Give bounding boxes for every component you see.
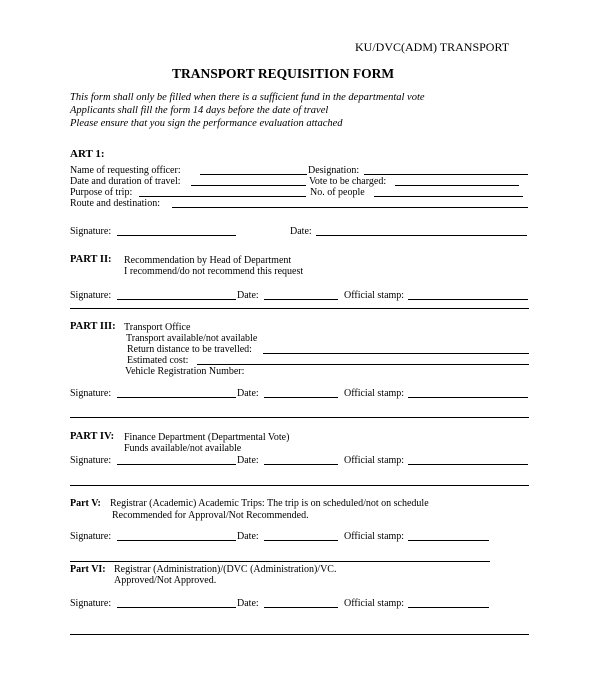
part3-subtitle: Transport Office xyxy=(124,322,191,333)
part6-date-field[interactable] xyxy=(264,607,338,608)
part5-signature-field[interactable] xyxy=(117,540,236,541)
part5-heading: Part V: xyxy=(70,498,101,509)
part2-recommend-line: I recommend/do not recommend this request xyxy=(124,266,304,277)
part3-date-field[interactable] xyxy=(264,397,338,398)
instruction-line: Please ensure that you sign the performance evaluation attached xyxy=(70,118,343,129)
date-duration-label: Date and duration of travel: xyxy=(70,176,181,187)
part5-divider xyxy=(70,561,490,562)
part2-stamp-label: Official stamp: xyxy=(344,290,405,301)
requesting-officer-label: Name of requesting officer: xyxy=(70,165,181,176)
part1-date-label: Date: xyxy=(290,226,312,237)
distance-field[interactable] xyxy=(263,353,529,354)
part6-signature-field[interactable] xyxy=(117,607,236,608)
part6-date-label: Date: xyxy=(237,598,259,609)
part6-subtitle: Registrar (Administration)/(DVC (Administration)/VC. xyxy=(114,564,337,575)
designation-field[interactable] xyxy=(364,174,528,175)
part4-stamp-label: Official stamp: xyxy=(344,455,405,466)
part3-divider xyxy=(70,417,529,418)
footer-rule xyxy=(70,634,529,635)
part3-heading: PART III: xyxy=(70,321,116,332)
instruction-line: This form shall only be filled when there is a sufficient fund in the departmental vote xyxy=(70,92,425,103)
purpose-field[interactable] xyxy=(139,196,306,197)
part2-divider xyxy=(70,308,529,309)
part4-divider xyxy=(70,485,529,486)
part6-approval-line: Approved/Not Approved. xyxy=(114,575,217,586)
part2-date-field[interactable] xyxy=(264,299,338,300)
part4-heading: PART IV: xyxy=(70,431,115,442)
part3-date-label: Date: xyxy=(237,388,259,399)
part6-heading: Part VI: xyxy=(70,564,106,575)
part2-subtitle: Recommendation by Head of Department xyxy=(124,255,292,266)
vehicle-registration-label: Vehicle Registration Number: xyxy=(125,366,245,377)
part3-signature-label: Signature: xyxy=(70,388,112,399)
form-title: TRANSPORT REQUISITION FORM xyxy=(172,66,395,81)
part3-signature-field[interactable] xyxy=(117,397,236,398)
instruction-line: Applicants shall fill the form 14 days before the date of travel xyxy=(70,105,329,116)
route-field[interactable] xyxy=(172,207,528,208)
part4-date-field[interactable] xyxy=(264,464,338,465)
cost-label: Estimated cost: xyxy=(127,355,189,366)
distance-label: Return distance to be travelled: xyxy=(127,344,252,355)
part4-stamp-field[interactable] xyxy=(408,464,528,465)
part6-stamp-field[interactable] xyxy=(408,607,489,608)
part1-signature-label: Signature: xyxy=(70,226,112,237)
part1-heading: ART 1: xyxy=(70,148,105,160)
part3-stamp-label: Official stamp: xyxy=(344,388,405,399)
part6-signature-label: Signature: xyxy=(70,598,112,609)
part1-date-field[interactable] xyxy=(316,235,527,236)
route-label: Route and destination: xyxy=(70,198,160,209)
part2-signature-field[interactable] xyxy=(117,299,236,300)
part2-signature-label: Signature: xyxy=(70,290,112,301)
people-label: No. of people xyxy=(310,187,365,198)
part5-stamp-label: Official stamp: xyxy=(344,531,405,542)
part1-signature-field[interactable] xyxy=(117,235,236,236)
purpose-label: Purpose of trip: xyxy=(70,187,133,198)
part6-stamp-label: Official stamp: xyxy=(344,598,405,609)
part5-recommend-line: Recommended for Approval/Not Recommended. xyxy=(112,510,309,521)
form-reference: KU/DVC(ADM) TRANSPORT xyxy=(355,40,510,54)
part5-date-field[interactable] xyxy=(264,540,338,541)
part5-subtitle: Registrar (Academic) Academic Trips: The trip is on scheduled/not on schedule xyxy=(110,498,429,509)
requesting-officer-field[interactable] xyxy=(200,174,307,175)
part2-stamp-field[interactable] xyxy=(408,299,528,300)
people-field[interactable] xyxy=(374,196,523,197)
part5-signature-label: Signature: xyxy=(70,531,112,542)
cost-field[interactable] xyxy=(197,364,529,365)
part4-subtitle: Finance Department (Departmental Vote) xyxy=(124,432,290,443)
part5-date-label: Date: xyxy=(237,531,259,542)
part3-availability-line: Transport available/not available xyxy=(126,333,258,344)
part4-signature-field[interactable] xyxy=(117,464,236,465)
part2-heading: PART II: xyxy=(70,254,112,265)
designation-label: Designation: xyxy=(308,165,360,176)
part4-funds-line: Funds available/not available xyxy=(124,443,242,454)
vote-field[interactable] xyxy=(395,185,519,186)
part2-date-label: Date: xyxy=(237,290,259,301)
vote-label: Vote to be charged: xyxy=(309,176,387,187)
part4-date-label: Date: xyxy=(237,455,259,466)
part3-stamp-field[interactable] xyxy=(408,397,528,398)
part5-stamp-field[interactable] xyxy=(408,540,489,541)
part4-signature-label: Signature: xyxy=(70,455,112,466)
date-duration-field[interactable] xyxy=(191,185,306,186)
